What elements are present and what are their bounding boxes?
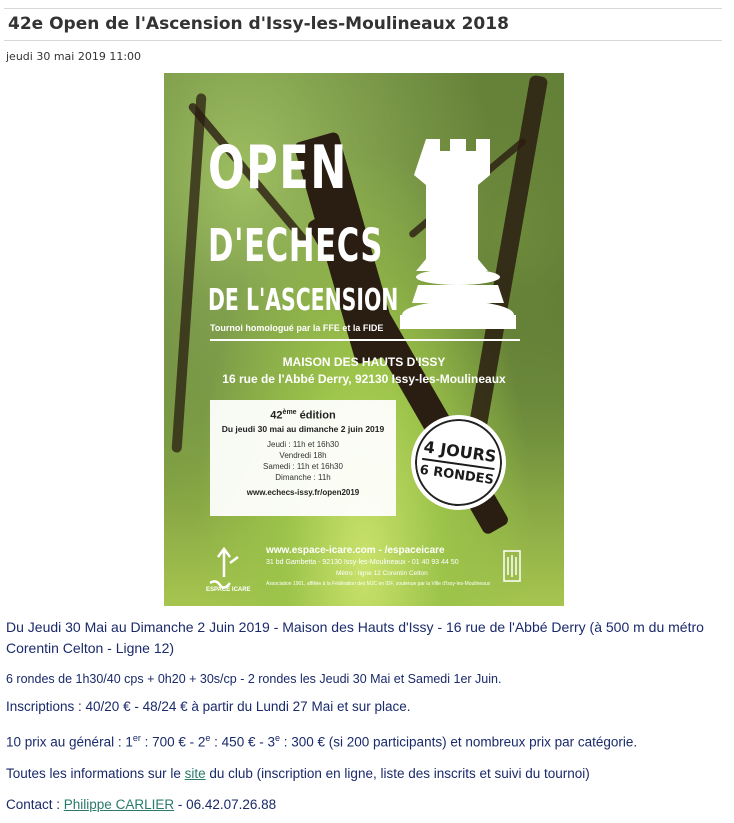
poster-venue-name: MAISON DES HAUTS D'ISSY bbox=[282, 355, 446, 369]
poster-divider bbox=[210, 339, 520, 341]
tree-trunk bbox=[171, 93, 206, 453]
poster-title-open: OPEN bbox=[208, 133, 348, 203]
edition-label bbox=[210, 407, 396, 422]
prizes-text: : 300 € (si 200 participants) et nombreux prix par catégorie. bbox=[279, 734, 638, 750]
contact-line bbox=[6, 797, 276, 812]
edition-sup: ème bbox=[282, 409, 297, 416]
poster-title-echecs: D'ECHECS bbox=[208, 219, 384, 272]
badge-rounds: 6 RONDES bbox=[418, 462, 495, 488]
poster-venue-address: 16 rue de l'Abbé Derry, 92130 Issy-les-Moulineaux bbox=[222, 372, 506, 386]
badge-days: 4 JOURS bbox=[422, 437, 498, 470]
footer-logo-text: ESPACE ICARE bbox=[206, 587, 251, 593]
tournament-poster bbox=[164, 73, 564, 606]
event-dates-location: Du Jeudi 30 Mai au Dimanche 2 Juin 2019 - Maison des Hauts d'Issy - 16 rue de l'Abbé Derry (à 500 m du métro Corentin Celton - Ligne 12) bbox=[6, 619, 704, 656]
schedule-item: Dimanche : 11h bbox=[275, 472, 331, 482]
chess-rook-icon bbox=[396, 129, 520, 335]
poster-title-ascension: DE L'ASCENSION bbox=[208, 283, 399, 318]
poster-url: www.echecs-issy.fr/open2019 bbox=[246, 487, 360, 497]
footer-small-print: Association 1901, affiliée à la Fédération des MJC en IDF, soutenue par la Ville d'Issy-les-Moulineaux bbox=[266, 581, 491, 587]
footer-links: www.espace-icare.com - /espaceicare bbox=[266, 545, 445, 556]
poster-dates: Du jeudi 30 mai au dimanche 2 juin 2019 bbox=[221, 423, 385, 434]
event-info-line bbox=[6, 766, 590, 781]
info-text: Toutes les informations sur le bbox=[6, 766, 185, 781]
article-date: jeudi 30 mai 2019 11:00 bbox=[6, 50, 142, 63]
prizes-text: : 700 € - 2 bbox=[140, 734, 206, 750]
footer-address: 31 bd Gambetta - 92130 Issy-les-Moulineaux - 01 40 93 44 50 bbox=[266, 559, 459, 566]
espace-icare-logo-icon bbox=[204, 543, 246, 593]
schedule-item: Samedi : 11h et 16h30 bbox=[263, 461, 343, 471]
event-registration-fees: Inscriptions : 40/20 € - 48/24 € à partir du Lundi 27 Mai et sur place. bbox=[6, 699, 411, 714]
edition-word: édition bbox=[299, 409, 336, 422]
contact-phone: - 06.42.07.26.88 bbox=[174, 797, 277, 812]
footer-metro: Métro : ligne 12 Corentin Celton bbox=[336, 570, 428, 577]
event-rounds-info: 6 rondes de 1h30/40 cps + 0h20 + 30s/cp - 2 rondes les Jeudi 30 Mai et Samedi 1er Juin. bbox=[6, 672, 502, 686]
prizes-sup: e bbox=[205, 733, 211, 743]
event-prizes bbox=[6, 733, 637, 750]
contact-label: Contact : bbox=[6, 797, 64, 812]
poster-info-box bbox=[210, 400, 396, 516]
poster-subtitle: Tournoi homologué par la FFE et la FIDE bbox=[210, 323, 384, 333]
article-title: 42e Open de l'Ascension d'Issy-les-Moulineaux 2018 bbox=[4, 8, 722, 41]
issy-logo-icon bbox=[502, 549, 522, 583]
info-text: du club (inscription en ligne, liste des inscrits et suivi du tournoi) bbox=[205, 766, 590, 781]
schedule-item: Vendredi 18h bbox=[279, 450, 327, 460]
prizes-text: 10 prix au général : 1 bbox=[6, 734, 133, 750]
prizes-sup: er bbox=[132, 733, 141, 743]
prizes-text: : 450 € - 3 bbox=[210, 734, 275, 750]
prizes-sup: e bbox=[274, 733, 280, 743]
edition-number: 42 bbox=[270, 409, 283, 422]
club-site-link[interactable]: site bbox=[184, 766, 206, 781]
contact-name-link[interactable]: Philippe CARLIER bbox=[63, 797, 175, 812]
schedule-item: Jeudi : 11h et 16h30 bbox=[267, 439, 339, 449]
